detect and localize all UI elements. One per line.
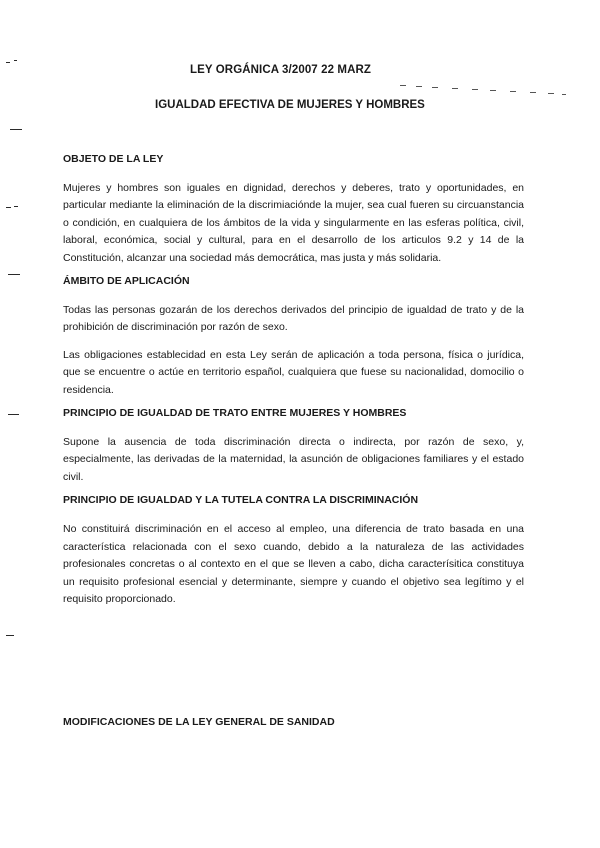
scan-mark	[6, 207, 11, 208]
section-heading: OBJETO DE LA LEY	[63, 153, 164, 165]
scan-dash	[548, 93, 554, 94]
section-paragraph: Supone la ausencia de toda discriminación directa o indirecta, por razón de sexo, y, especialmente, las derivadas de la maternidad, la asunción de obligaciones familiares y el estado civil.	[63, 436, 524, 483]
scan-mark	[6, 62, 10, 63]
document-title: LEY ORGÁNICA 3/2007 22 MARZ	[190, 64, 372, 76]
section-heading: ÁMBITO DE APLICACIÓN	[63, 275, 190, 288]
scan-mark	[8, 414, 19, 415]
section-paragraph: No constituirá discriminación en el acceso al empleo, una diferencia de trato basada en una característica relacionada con el sexo cuando, debido a la naturaleza de las actividades profesionales concretas o al contexto en el que se lleven a cabo, dicha caracterísitica constituya un requisito profesional esencial y determinante, siempre y cuando el objetivo sea legítimo y el requisito proporcionado.	[63, 523, 524, 605]
section-tutela	[63, 494, 524, 608]
scan-dash	[490, 90, 496, 91]
scan-dash	[530, 92, 536, 93]
section-paragraph: Todas las personas gozarán de los derechos derivados del principio de igualdad de trato y de la prohibición de discriminación por razón de sexo.	[63, 304, 524, 334]
final-heading: MODIFICACIONES DE LA LEY GENERAL DE SANIDAD	[63, 716, 335, 728]
scan-mark	[10, 129, 22, 130]
scan-mark	[6, 635, 14, 636]
scan-dash	[452, 88, 458, 89]
document-subtitle: IGUALDAD EFECTIVA DE MUJERES Y HOMBRES	[155, 99, 425, 111]
section-heading: PRINCIPIO DE IGUALDAD Y LA TUTELA CONTRA LA DISCRIMINACIÓN	[63, 494, 419, 507]
document-body	[63, 153, 524, 614]
scan-dash	[400, 85, 406, 86]
section-ambito	[63, 275, 524, 399]
scan-dash	[416, 86, 422, 87]
section-paragraph: Mujeres y hombres son iguales en dignidad, derechos y deberes, trato y oportunidades, en particular mediante la eliminación de la discrimiacióndе la mujer, sea cual fueren su circuanstancia o condición, en cualquiera de los ámbitos de la vida y singularmente en las esferas política, civil, laboral, económica, social y cultural, para en el desarrollo de los articulos 9.2 y 14 de la Constitución, alcanzar una sociedad más democrática, mas justa y más solidaria.	[63, 182, 524, 264]
scan-mark	[14, 60, 17, 61]
scan-dash	[472, 89, 478, 90]
scan-mark	[8, 274, 20, 275]
section-heading: PRINCIPIO DE IGUALDAD DE TRATO ENTRE MUJERES Y HOMBRES	[63, 407, 407, 420]
section-objeto	[63, 153, 524, 267]
section-paragraph: Las obligaciones establecidad en esta Ley serán de aplicación a toda persona, física o jurídica, que se encuentre o actúe en territorio español, cualquiera que fuese su nacionalidad, domocilio o residencia.	[63, 348, 524, 396]
scan-dash	[432, 87, 438, 88]
scan-dash	[510, 91, 516, 92]
scan-mark	[14, 206, 18, 207]
scan-dash	[562, 94, 566, 95]
section-igualdad-trato	[63, 407, 524, 486]
